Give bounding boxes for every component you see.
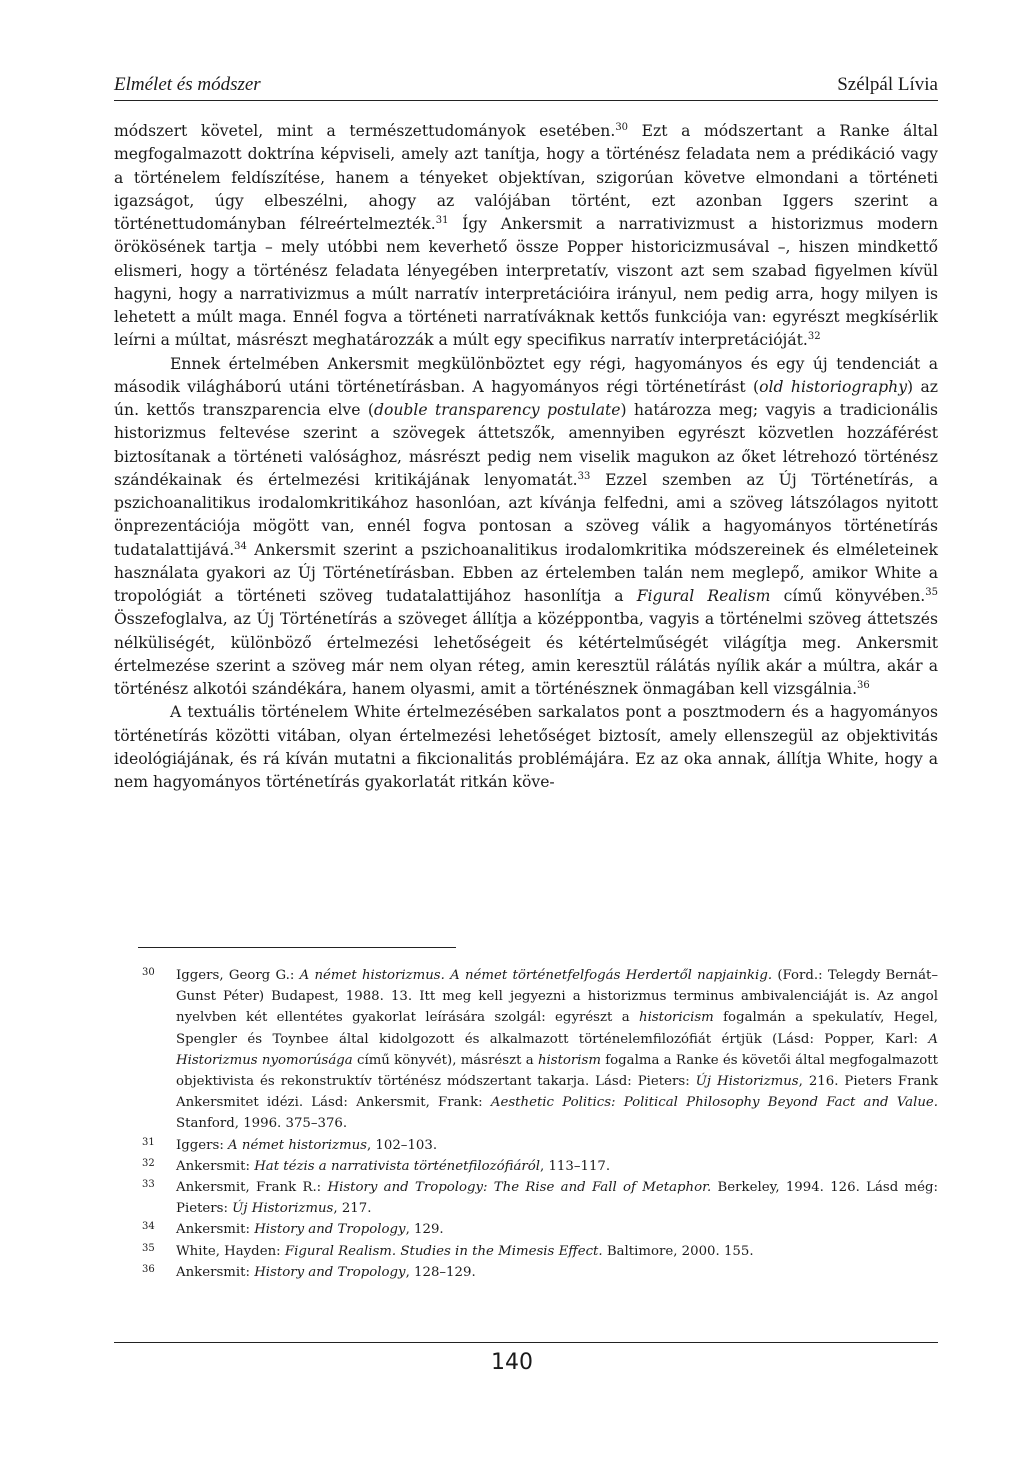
text-run: , 102–103.: [366, 1137, 438, 1153]
footnote: [142, 1241, 938, 1262]
paragraph: [114, 353, 938, 702]
text-run: módszert követel, mint a természettudományok esetében.: [114, 122, 616, 140]
text-run: című könyvét), másrészt a: [352, 1052, 538, 1068]
footnote-separator: [138, 947, 456, 948]
text-run: Ankersmit:: [176, 1158, 255, 1174]
italic-text: historism: [537, 1052, 601, 1068]
italic-text: old historiography: [759, 377, 907, 396]
text-run: Ankersmit:: [176, 1264, 255, 1280]
footnote-ref: 34: [234, 540, 247, 552]
text-run: , 128–129.: [405, 1264, 476, 1280]
text-run: Stanford, 1996. 375–376.: [176, 1116, 348, 1132]
footnote-ref: 30: [615, 121, 629, 133]
text-run: Összefoglalva, az Új Történetírás a szöveget állítja a középpontba, vagyis a történelmi szöveg áttetszés nélküliségét, különböző értelmezési lehetőségeit és kétértelműségét világítja meg. Ankersmit értelmezése szerint a szöveg már nem olyan réteg, amin keresztül rálátás nyílik akár a múltra, akár a történész alkotói szándékára, hanem olyasmi, amit a történésznek önmagában kell vizsgálnia.: [114, 610, 938, 698]
footnotes: [142, 965, 938, 1283]
bottom-rule: [114, 1342, 938, 1343]
footnote-ref: 36: [857, 679, 870, 691]
footnote: [142, 1219, 938, 1240]
footnote-text: [176, 1135, 938, 1156]
footnote-ref: 33: [577, 470, 591, 482]
text-run: Iggers, Georg G.:: [176, 968, 300, 983]
footnote-text: [176, 1177, 938, 1219]
text-run: White, Hayden:: [176, 1243, 285, 1259]
body-text: [114, 120, 938, 794]
text-run: fogalmán a spekulatív, Hegel, Spengler és Toynbee által kidolgozott és alkalmazott történelemfilozófiát értjük (Lásd: Popper, Karl:: [176, 1010, 938, 1047]
footnote-number: 35: [142, 1242, 155, 1254]
italic-text: Figural Realism: [636, 587, 771, 605]
text-run: Így Ankersmit a narrativizmust a historizmus modern örökösének tartja – mely utóbbi nem keverhető össze Popper historicizmusával –, hiszen mindkettő elismeri, hogy a történész feladata lényegében interpretatív, viszont azt sem szabad figyelmen kívül hagyni, hogy a narrativizmus a múlt narratív interpretációira irányul, nem pedig arra, hogy milyen is lehetett a múlt maga. Ennél fogva a történeti narratíváknak kettős funkciója van: egyrészt megkísérlik leírni a múltat, másrészt meghatározzák a múlt egy specifikus narratív interpretációját.: [114, 215, 938, 350]
footnote-text: [176, 1219, 938, 1240]
italic-text: Figural Realism. Studies in the Mimesis Effect.: [284, 1243, 603, 1259]
footnote: [142, 965, 938, 1135]
text-run: című könyvében.: [770, 587, 926, 605]
footnote-number: 30: [142, 967, 155, 978]
italic-text: A német historizmus. A német történetfelfogás Herdertől napjainkig.: [299, 968, 773, 983]
footnote: [142, 1262, 938, 1283]
text-run: Ennek értelmében Ankersmit megkülönböztet egy régi, hagyományos és egy új tendenciát a második világháború utáni történetírásban. A hagyományos régi történetírást (: [114, 354, 938, 396]
text-run: , 216. Pieters Frank Ankersmitet idézi. Lásd: Ankersmit, Frank:: [176, 1074, 939, 1111]
italic-text: History and Tropology: The Rise and Fall of Metaphor.: [327, 1180, 712, 1196]
footnote-ref: 31: [435, 214, 449, 226]
paragraph: [114, 701, 938, 794]
text-run: Ankersmit szerint a pszichoanalitikus irodalomkritika módszereinek és elméleteinek használata gyakori az Új Történetírásban. Ebben az értelemben talán nem meglepő, amikor White a tropológiát a történeti szöveg tudatalattijához hasonlítja a: [114, 540, 938, 605]
footnote-text: [176, 1241, 938, 1262]
italic-text: historicism: [639, 1010, 714, 1026]
footnote-text: [176, 1262, 938, 1283]
footnote-number: 36: [142, 1263, 155, 1275]
section-title: Elmélet és módszer: [114, 74, 261, 95]
running-header: [114, 74, 938, 101]
footnote-ref: 35: [925, 586, 938, 598]
italic-text: A Historizmus nyomorúsága: [176, 1031, 938, 1068]
text-run: , 217.: [333, 1201, 372, 1217]
text-run: Baltimore, 2000. 155.: [602, 1243, 754, 1259]
italic-text: A német historizmus: [228, 1137, 367, 1153]
footnote-number: 31: [142, 1136, 155, 1148]
footnote-number: 32: [142, 1157, 155, 1169]
text-run: (Ford.: Telegdy Bernát–Gunst Péter) Budapest, 1988. 13. Itt meg kell jegyezni a historizmus terminus ambivalenciáját is. Az angol nyelvben két ellentétes gyakorlat leírására szolgál: egyrészt a: [176, 968, 938, 1026]
footnote: [142, 1156, 938, 1177]
italic-text: Hat tézis a narrativista történetfilozófiáról: [254, 1158, 541, 1174]
text-run: A textuális történelem White értelmezésében sarkalatos pont a posztmodern és a hagyományos történetírás közötti vitában, olyan értelmezési lehetőséget biztosít, amely ellenszegül az objektivitás ideológiájának, és rá kíván mutatni a fikcionalitás problémájára. Ez az oka annak, állítja White, hogy a nem hagyományos történetírás gyakorlatát ritkán köve-: [114, 703, 938, 791]
text-run: ) az ún. kettős transzparencia elve (: [114, 377, 938, 419]
footnote-ref: 32: [807, 331, 821, 343]
footnote-text: [176, 965, 938, 1135]
page-number: 140: [491, 1350, 533, 1375]
italic-text: History and Tropology: [254, 1264, 406, 1280]
footnote: [142, 1177, 938, 1219]
italic-text: History and Tropology: [254, 1222, 406, 1238]
text-run: fogalma a Ranke és követői által megfogalmazott objektivista és rekonstruktív történész módszertant takarja. Lásd: Pieters:: [176, 1052, 938, 1090]
text-run: Iggers:: [176, 1137, 229, 1153]
text-run: Ezzel szemben az Új Történetírás, a pszichoanalitikus irodalomkritikához hasonlóan, azt kívánja felfedni, ami a szöveg látszólagos nyitott önprezentációja mögött van, ennél fogva pontosan a szöveg válik a hagyományos történetírás tudatalattijává.: [114, 470, 938, 559]
italic-text: Új Historizmus: [695, 1074, 799, 1090]
text-run: Ankersmit, Frank R.:: [176, 1180, 328, 1196]
footnote: [142, 1135, 938, 1156]
text-run: , 113–117.: [540, 1158, 611, 1174]
footnote-text: [176, 1156, 938, 1177]
italic-text: Aesthetic Politics: Political Philosophy Beyond Fact and Value.: [490, 1095, 939, 1111]
footnote-number: 33: [142, 1179, 155, 1191]
text-run: ) határozza meg; vagyis a tradicionális historizmus feltevése szerint a szövegek áttetszők, amennyiben egyrészt közvetlen hozzáférést biztosítanak a történeti valósághoz, másrészt pedig nem viselik magukon az őket létrehozó történész szándékainak és értelmezési kritikájának lenyomatát.: [114, 401, 938, 489]
author-name: Szélpál Lívia: [837, 74, 938, 95]
text-run: , 129.: [405, 1222, 444, 1238]
text-run: Ankersmit:: [176, 1222, 255, 1238]
text-run: Ezt a módszertant a Ranke által megfogalmazott doktrína képviseli, amely azt tanítja, hogy a történész feladata nem a prédikáció vagy a történelem feldíszítése, hanem a tényeket objektívan, szigorúan követve elmondani a történeti igazságot, úgy elbeszélni, ahogy az valójában történt, ezt azonban Iggers szerint a történettudományban félreértelmezték.: [114, 122, 938, 233]
italic-text: double transparency postulate: [373, 401, 621, 419]
footnote-number: 34: [142, 1221, 155, 1233]
text-run: Berkeley, 1994. 126. Lásd még: Pieters:: [176, 1180, 938, 1217]
italic-text: Új Historizmus: [232, 1201, 334, 1217]
paragraph: [114, 120, 938, 353]
